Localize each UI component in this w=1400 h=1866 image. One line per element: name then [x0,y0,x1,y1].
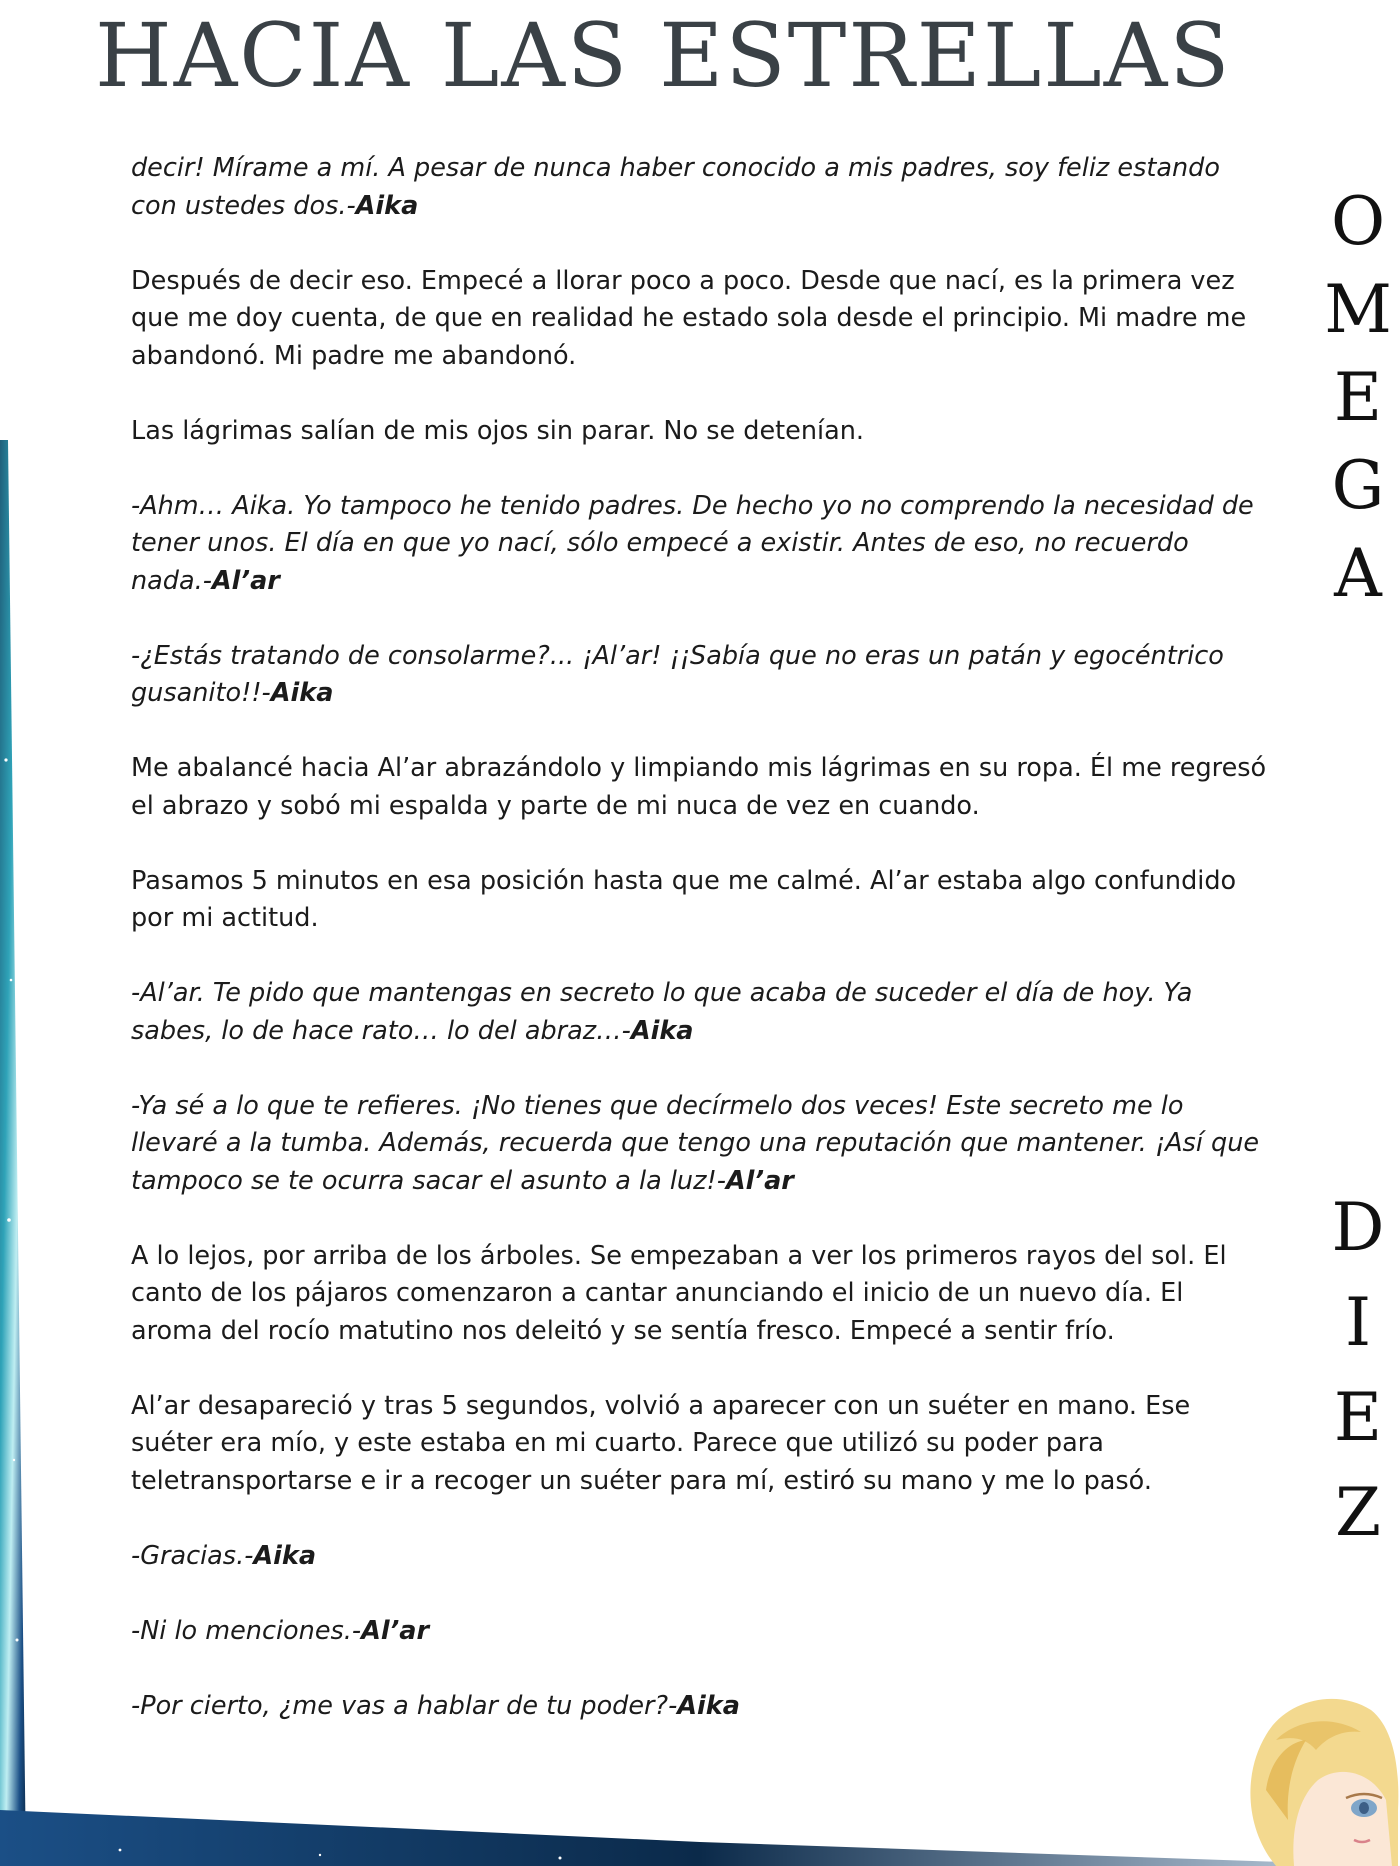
side-letter: E [1333,1379,1383,1456]
narration-paragraph [131,1388,1271,1501]
side-letter: D [1331,1189,1385,1266]
paragraph-text: Pasamos 5 minutos en esa posición hasta que me calmé. Al’ar estaba algo confundido por mi actitud. [131,865,1237,933]
side-letter: I [1344,1284,1372,1361]
paragraph-text: -Al’ar. Te pido que mantengas en secreto lo que acaba de suceder el día de hoy. Ya sabes, lo de hace rato… lo del abraz…- [131,978,1193,1046]
paragraph-text: -Por cierto, ¿me vas a hablar de tu poder?- [131,1690,678,1721]
dialogue-paragraph [131,150,1271,225]
paragraph-text: Al’ar desapareció y tras 5 segundos, volvió a aparecer con un suéter en mano. Ese suéter era mío, y este estaba en mi cuarto. Parece que utilizó su poder para teletransportarse e ir a recoger un suéter para mí, estiró su mano y me lo pasó. [131,1390,1191,1496]
paragraph-text: Después de decir eso. Empecé a llorar poco a poco. Desde que nací, es la primera vez que me doy cuenta, de que en realidad he estado sola desde el principio. Mi madre me abandonó. Mi padre me abandonó. [131,265,1247,371]
speaker-name: Aika [270,678,334,708]
dialogue-paragraph [131,1613,1271,1651]
speaker-name: Al’ar [725,1165,794,1196]
paragraph-text: -Ni lo menciones.- [131,1615,362,1646]
dialogue-paragraph [131,488,1271,601]
paragraph-text: Las lágrimas salían de mis ojos sin parar. No se detenían. [131,415,864,446]
vertical-word-top [1318,178,1398,618]
speaker-name: Aika [253,1540,317,1571]
side-letter: O [1330,183,1386,260]
vertical-word-bottom [1318,1180,1398,1560]
side-letter: M [1324,271,1392,348]
speaker-name: Al’ar [211,565,280,596]
paragraph-text: -¿Estás tratando de consolarme?... ¡Al’ar! ¡¡Sabía que no eras un patán y egocéntrico gusanito!!- [131,640,1224,708]
dialogue-paragraph [131,638,1271,713]
anime-girl-portrait [1236,1680,1400,1866]
speaker-name: Aika [355,190,419,221]
narration-paragraph [131,750,1271,825]
dialogue-paragraph [131,1088,1271,1201]
dialogue-paragraph [131,975,1271,1050]
paragraph-text: Me abalancé hacia Al’ar abrazándolo y limpiando mis lágrimas en su ropa. Él me regresó el abrazo y sobó mi espalda y parte de mi nuca de vez en cuando. [131,753,1267,821]
side-letter: Z [1335,1474,1381,1551]
paragraph-text: A lo lejos, por arriba de los árboles. Se empezaban a ver los primeros rayos del sol. El canto de los pájaros comenzaron a cantar anunciando el inicio de un nuevo día. El aroma del rocío matutino nos deleitó y se sentía fresco. Empecé a sentir frío. [131,1240,1227,1346]
side-letter: E [1333,359,1383,436]
speaker-name: Aika [630,1015,694,1046]
paragraph-text: -Gracias.- [131,1540,254,1571]
story-text [131,150,1271,1725]
paragraph-text: -Ya sé a lo que te refieres. ¡No tienes que decírmelo dos veces! Este secreto me lo llevaré a la tumba. Además, recuerda que tengo una reputación que mantener. ¡Así que tampoco se te ocurra sacar el asunto a la luz!- [131,1090,1260,1196]
book-title: HACIA LAS ESTRELLAS [95,4,1232,107]
narration-paragraph [131,1238,1271,1351]
side-letter: G [1331,447,1385,524]
paragraph-text: decir! Mírame a mí. A pesar de nunca haber conocido a mis padres, soy feliz estando con ustedes dos.- [131,153,1220,221]
paragraph-text: -Ahm… Aika. Yo tampoco he tenido padres. De hecho yo no comprendo la necesidad de tener unos. El día en que yo nací, sólo empecé a existir. Antes de eso, no recuerdo nada.- [131,490,1254,596]
narration-paragraph [131,863,1271,938]
speaker-name: Aika [677,1690,740,1721]
narration-paragraph [131,413,1271,451]
dialogue-paragraph [131,1688,1271,1726]
side-letter: A [1334,535,1382,612]
dialogue-paragraph [131,1538,1271,1576]
narration-paragraph [131,263,1271,376]
speaker-name: Al’ar [361,1615,430,1646]
